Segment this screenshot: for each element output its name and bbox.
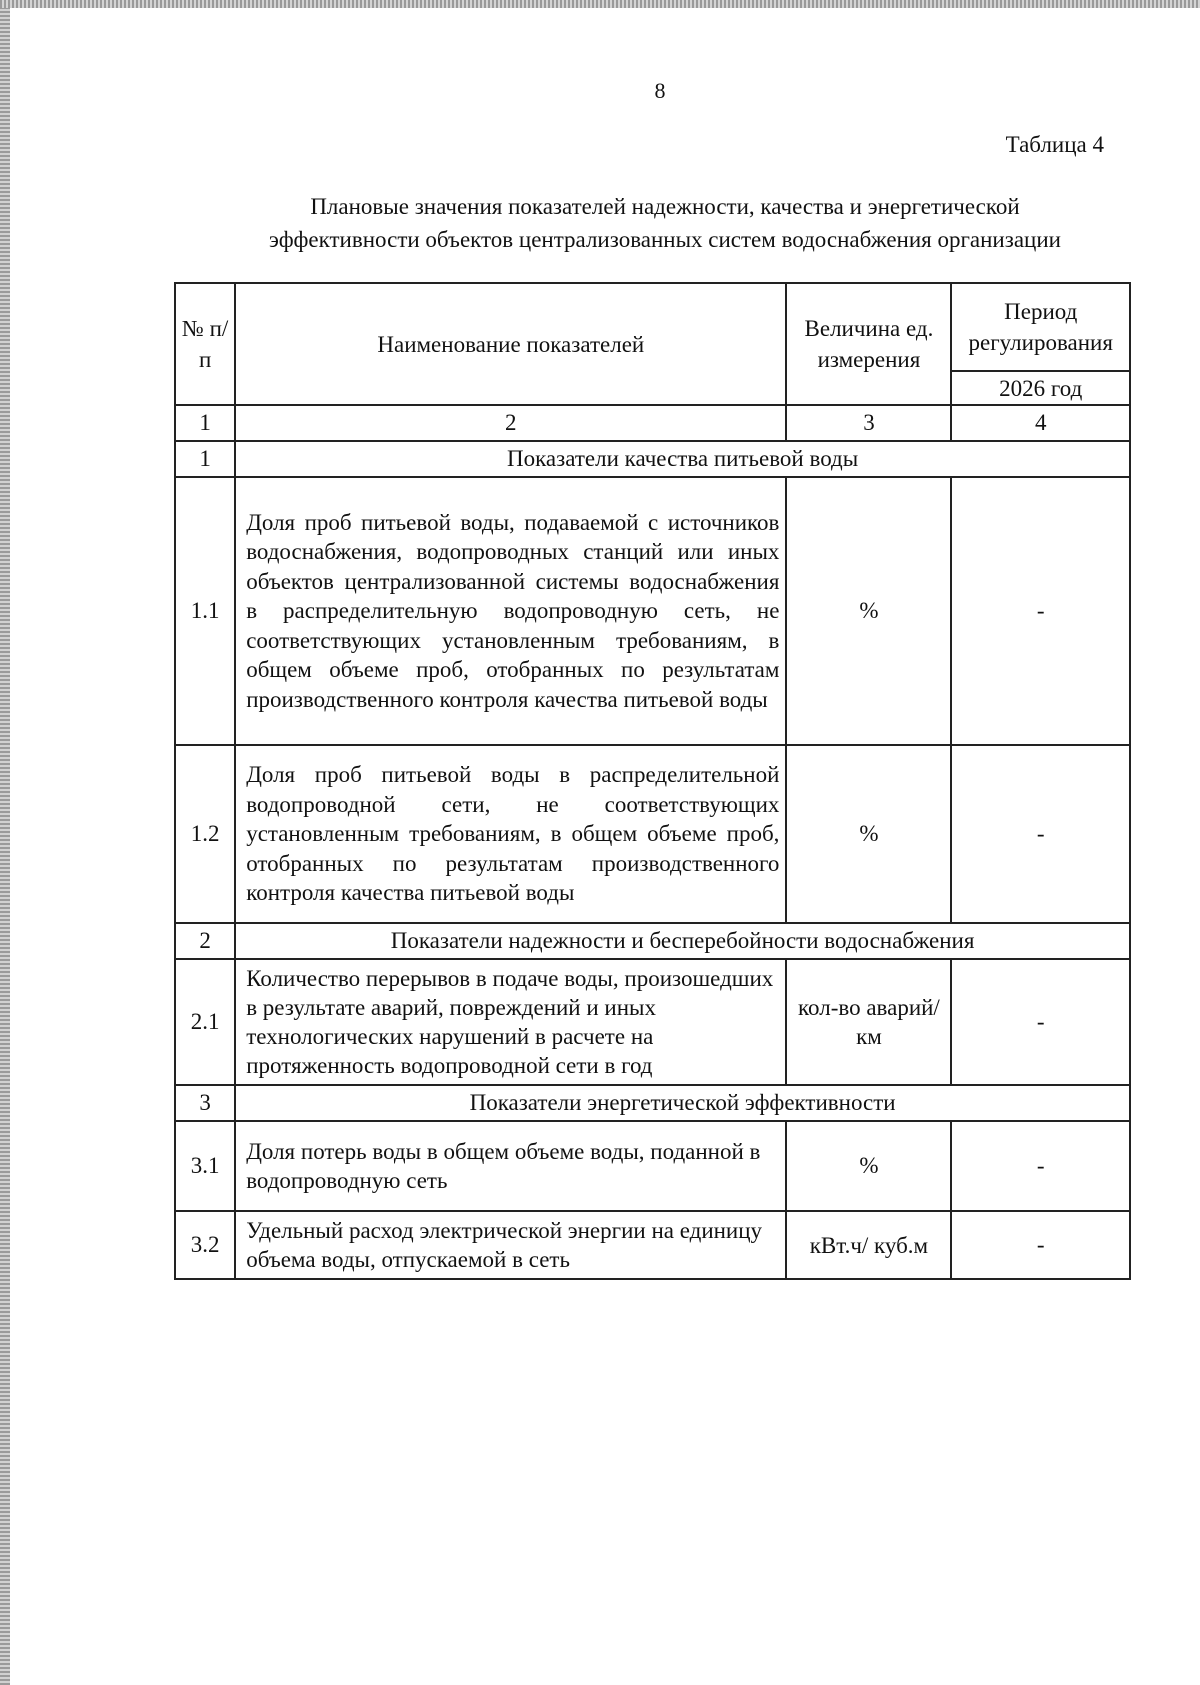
row-name: Доля проб питьевой воды в распределительной водопроводной сети, не соответствующих установленным требованиям, в общем объеме проб, отобранных по результатам производственного контроля качества питьевой воды (235, 745, 786, 923)
row-name: Доля проб питьевой воды, подаваемой с источников водоснабжения, водопроводных станций или иных объектов централизованной системы водоснабжения в распределительную водопроводную сеть, не соответствующих установленным требованиям, в общем объеме проб, отобранных по результатам производственного контроля качества питьевой воды (235, 477, 786, 745)
header-year: 2026 год (951, 371, 1130, 405)
row-num: 1.2 (175, 745, 235, 923)
header-row (175, 283, 1130, 371)
row-num: 3.2 (175, 1211, 235, 1279)
header-period: Период регулирования (951, 283, 1130, 371)
row-unit: кол-во аварий/км (786, 959, 951, 1085)
row-unit: % (786, 1121, 951, 1211)
row-value: - (951, 959, 1130, 1085)
row-num: 2.1 (175, 959, 235, 1085)
row-name: Удельный расход электрической энергии на единицу объема воды, отпускаемой в сеть (235, 1211, 786, 1279)
column-number-2: 2 (235, 405, 786, 441)
header-name: Наименование показателей (235, 283, 786, 405)
scan-edge-top (0, 0, 1200, 8)
section-num: 2 (175, 923, 235, 959)
column-number-4: 4 (951, 405, 1130, 441)
row-value: - (951, 477, 1130, 745)
scan-edge-left (0, 0, 10, 1685)
row-value: - (951, 1121, 1130, 1211)
row-name: Доля потерь воды в общем объеме воды, поданной в водопроводную сеть (235, 1121, 786, 1211)
indicators-table (174, 282, 1131, 1280)
table-label: Таблица 4 (1005, 132, 1104, 157)
table-row (175, 477, 1130, 745)
row-value: - (951, 1211, 1130, 1279)
row-value: - (951, 745, 1130, 923)
section-title: Показатели надежности и бесперебойности водоснабжения (235, 923, 1130, 959)
table-row (175, 745, 1130, 923)
row-unit: кВт.ч/ куб.м (786, 1211, 951, 1279)
section-num: 3 (175, 1085, 235, 1121)
section-title: Показатели энергетической эффективности (235, 1085, 1130, 1121)
section-row (175, 923, 1130, 959)
page-number: 8 (654, 78, 666, 103)
section-row (175, 1085, 1130, 1121)
column-numbers-row (175, 405, 1130, 441)
row-num: 3.1 (175, 1121, 235, 1211)
document-title (210, 190, 1120, 256)
section-title: Показатели качества питьевой воды (235, 441, 1130, 477)
section-row (175, 441, 1130, 477)
row-unit: % (786, 745, 951, 923)
row-name: Количество перерывов в подаче воды, произошедших в результате аварий, повреждений и иных технологических нарушений в расчете на протяженность водопроводной сети в год (235, 959, 786, 1085)
header-num: № п/п (175, 283, 235, 405)
document-title-line-2: эффективности объектов централизованных систем водоснабжения организации (269, 227, 1061, 252)
document-title-line-1: Плановые значения показателей надежности, качества и энергетической (310, 194, 1020, 219)
row-unit: % (786, 477, 951, 745)
table-row (175, 959, 1130, 1085)
column-number-3: 3 (786, 405, 951, 441)
table-row (175, 1211, 1130, 1279)
section-num: 1 (175, 441, 235, 477)
column-number-1: 1 (175, 405, 235, 441)
table-row (175, 1121, 1130, 1211)
header-unit: Величина ед. измерения (786, 283, 951, 405)
row-num: 1.1 (175, 477, 235, 745)
